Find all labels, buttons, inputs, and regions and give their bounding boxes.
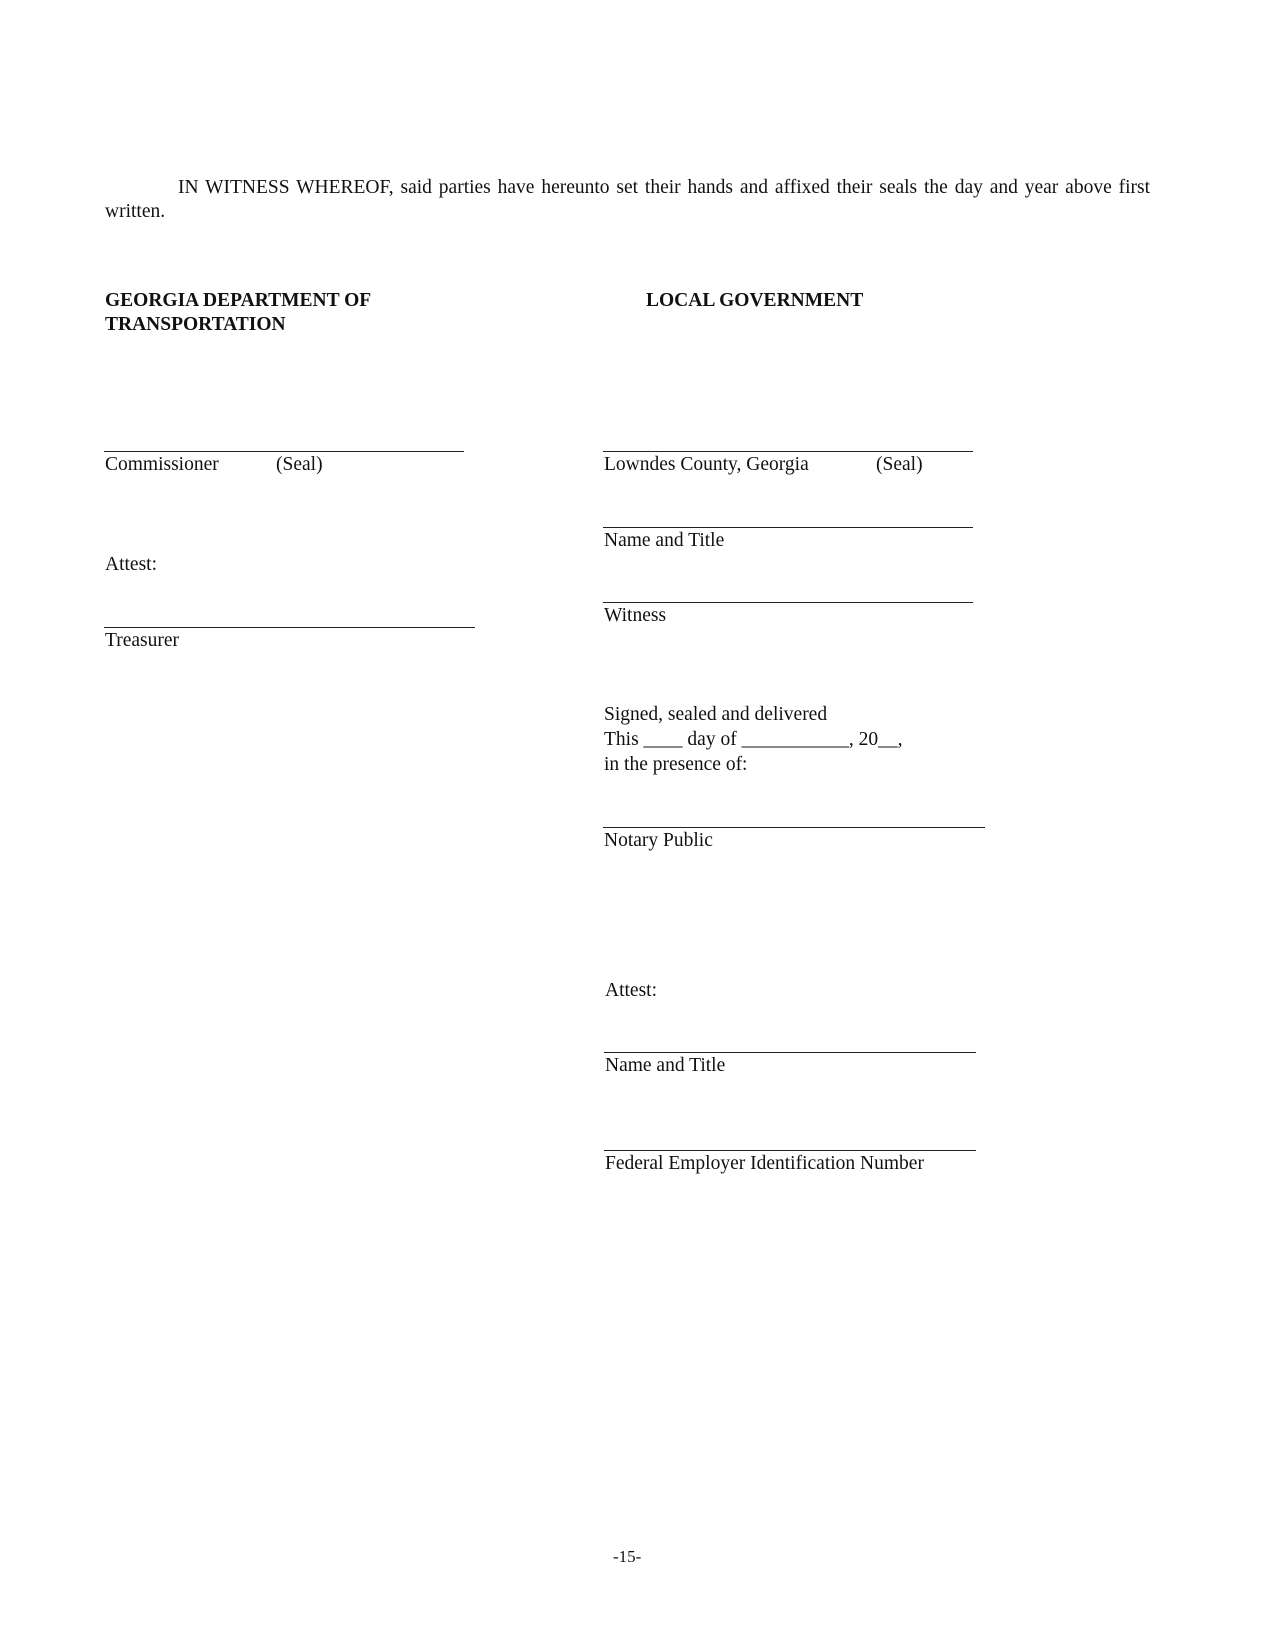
signed-sealed-line1: Signed, sealed and delivered <box>604 704 828 725</box>
witness-paragraph <box>105 176 1150 224</box>
commissioner-signature-line[interactable] <box>104 451 464 452</box>
county-label: Lowndes County, Georgia <box>604 454 809 475</box>
attest-name-title-label: Name and Title <box>605 1055 726 1076</box>
right-attest-label: Attest: <box>605 980 657 1001</box>
attest-name-title-signature-line[interactable] <box>604 1052 976 1053</box>
commissioner-seal-label: (Seal) <box>276 454 323 475</box>
county-signature-line[interactable] <box>603 451 973 452</box>
name-title-signature-line[interactable] <box>603 527 973 528</box>
county-seal-label: (Seal) <box>876 454 923 475</box>
local-government-heading: LOCAL GOVERNMENT <box>646 290 864 311</box>
witness-signature-line[interactable] <box>603 602 973 603</box>
name-title-label: Name and Title <box>604 530 725 551</box>
treasurer-label: Treasurer <box>105 630 180 651</box>
fein-label: Federal Employer Identification Number <box>605 1153 924 1174</box>
treasurer-signature-line[interactable] <box>104 627 475 628</box>
left-attest-label: Attest: <box>105 554 157 575</box>
witness-paragraph-text: IN WITNESS WHEREOF, said parties have hereunto set their hands and affixed their seals the day and year above first written. <box>105 177 1150 222</box>
commissioner-label: Commissioner <box>105 454 219 475</box>
gdot-heading-line1: GEORGIA DEPARTMENT OF <box>105 290 372 311</box>
gdot-heading-line2: TRANSPORTATION <box>105 314 286 335</box>
notary-signature-line[interactable] <box>603 827 985 828</box>
page-number: -15- <box>613 1547 642 1566</box>
signed-sealed-line3: in the presence of: <box>604 754 748 775</box>
notary-label: Notary Public <box>604 830 713 851</box>
witness-label: Witness <box>604 605 667 626</box>
fein-line[interactable] <box>604 1150 976 1151</box>
signed-sealed-line2: This ____ day of ___________, 20__, <box>604 729 903 750</box>
